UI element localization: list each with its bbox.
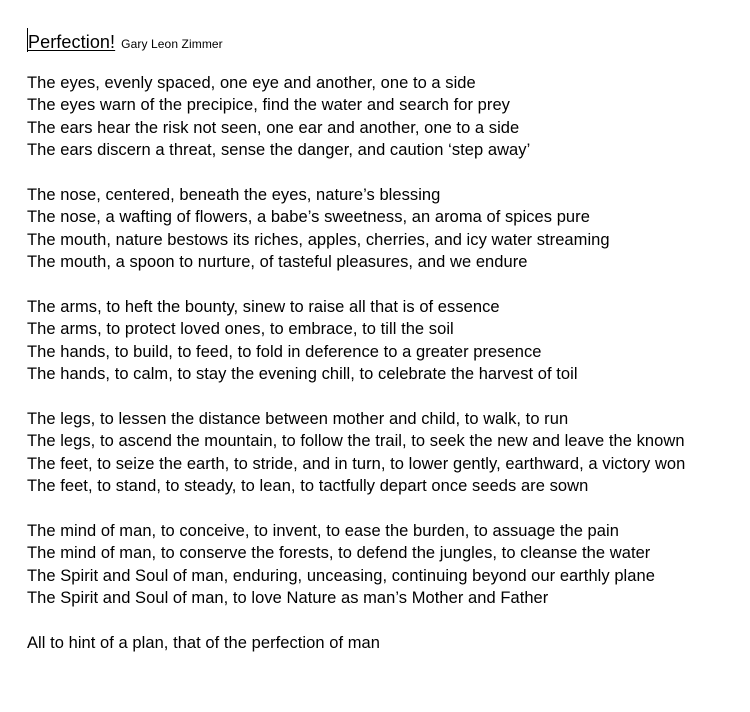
poem-line: The mind of man, to conserve the forests, to defend the jungles, to cleanse the water [27,544,651,563]
poem-author: Gary Leon Zimmer [121,37,223,51]
stanza [27,72,747,162]
poem-line: All to hint of a plan, that of the perfection of man [27,633,380,652]
poem-line: The feet, to seize the earth, to stride, and in turn, to lower gently, earthward, a victory won [27,454,686,473]
stanza [27,184,747,274]
poem-line: The arms, to heft the bounty, sinew to raise all that is of essence [27,297,500,316]
poem-line: The mouth, nature bestows its riches, apples, cherries, and icy water streaming [27,230,610,249]
stanza [27,520,747,610]
poem-line: The mouth, a spoon to nurture, of tasteful pleasures, and we endure [27,253,528,272]
poem-line: The nose, centered, beneath the eyes, nature’s blessing [27,185,441,204]
poem-line: The arms, to protect loved ones, to embrace, to till the soil [27,320,454,339]
title-row [27,28,223,53]
stanza [27,296,747,386]
poem-title: Perfection! [28,32,116,52]
poem-line: The ears hear the risk not seen, one ear and another, one to a side [27,118,520,137]
poem-line: The Spirit and Soul of man, enduring, unceasing, continuing beyond our earthly plane [27,566,655,585]
stanza [27,632,747,654]
poem-line: The mind of man, to conceive, to invent, to ease the burden, to assuage the pain [27,521,619,540]
poem-line: The eyes, evenly spaced, one eye and another, one to a side [27,74,476,92]
poem-line: The eyes warn of the precipice, find the water and search for prey [27,96,510,115]
poem-line: The hands, to calm, to stay the evening chill, to celebrate the harvest of toil [27,365,578,384]
poem-line: The legs, to ascend the mountain, to follow the trail, to seek the new and leave the known [27,432,685,451]
poem-line: The feet, to stand, to steady, to lean, to tactfully depart once seeds are sown [27,477,589,496]
poem-line: The nose, a wafting of flowers, a babe’s sweetness, an aroma of spices pure [27,208,590,227]
poem-line: The legs, to lessen the distance between mother and child, to walk, to run [27,409,569,428]
poem-body [27,72,747,677]
stanza [27,408,747,498]
poem-line: The hands, to build, to feed, to fold in deference to a greater presence [27,342,542,361]
poem-line: The Spirit and Soul of man, to love Nature as man’s Mother and Father [27,588,549,607]
poem-line: The ears discern a threat, sense the danger, and caution ‘step away’ [27,141,531,160]
